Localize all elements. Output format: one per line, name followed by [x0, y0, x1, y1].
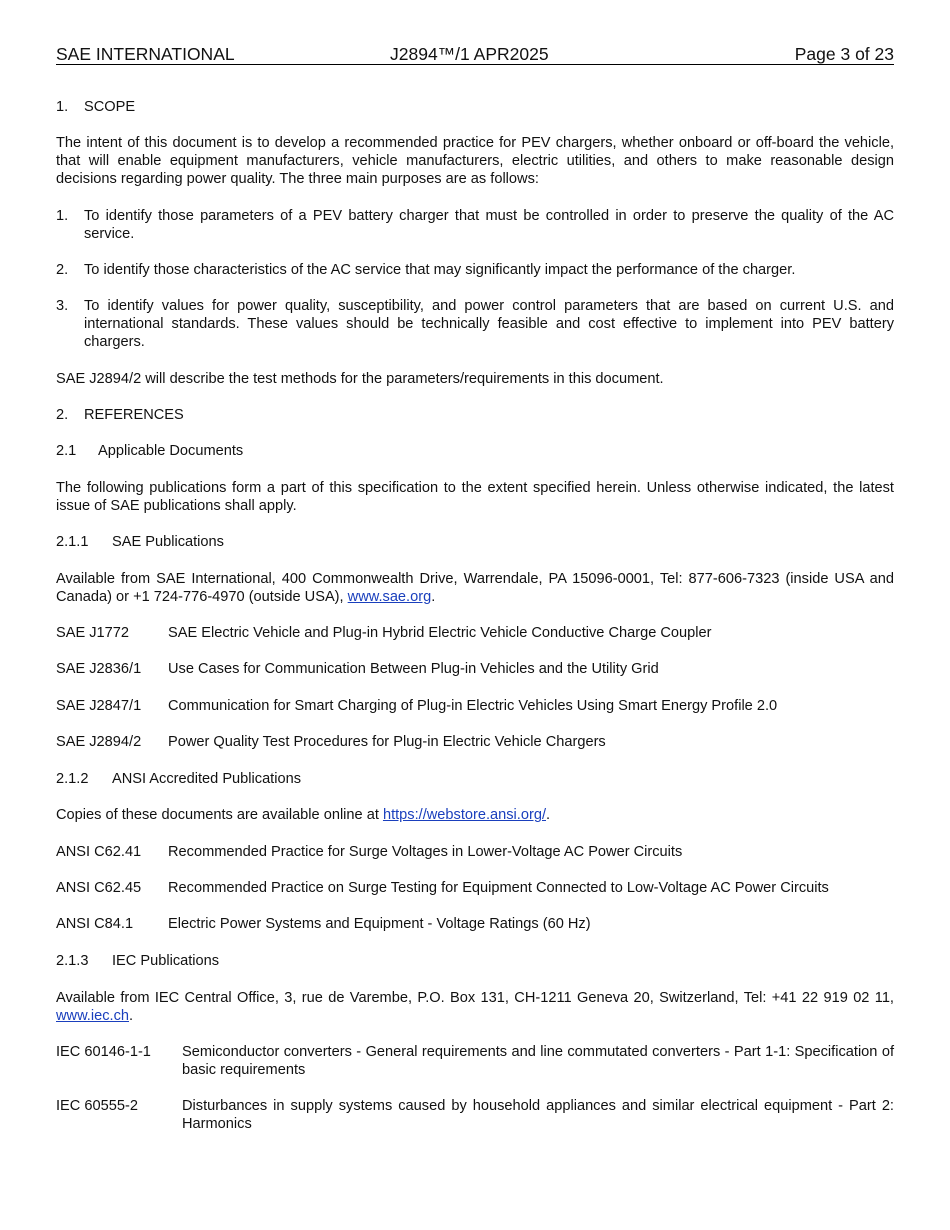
reference-title: Communication for Smart Charging of Plug-in Electric Vehicles Using Smart Energy Profile 2.0 — [168, 698, 778, 714]
reference-title: Power Quality Test Procedures for Plug-in Electric Vehicle Chargers — [168, 734, 606, 750]
subsection-number: 2.1.2 — [56, 771, 89, 787]
applicable-documents-paragraph: The following publications form a part of this specification to the extent specified herein. Unless otherwise indicated, the latest issue of SAE publications shall apply. — [56, 480, 894, 514]
reference-code: SAE J2836/1 — [56, 661, 142, 677]
punctuation: . — [431, 589, 436, 605]
list-text: To identify values for power quality, susceptibility, and power control parameters that are based on current U.S. and international standards. These values should be technically feasible and cost effective to implement into PEV battery chargers. — [84, 298, 894, 350]
header-page-number: Page 3 of 23 — [794, 44, 894, 64]
reference-code: SAE J2894/2 — [56, 734, 142, 750]
reference-code: SAE J1772 — [56, 625, 130, 641]
ansi-availability-paragraph — [56, 806, 894, 824]
reference-entry — [56, 1097, 894, 1133]
subsection-title: Applicable Documents — [98, 443, 244, 459]
list-text: To identify those parameters of a PEV battery charger that must be controlled in order to preserve the quality of the AC service. — [84, 208, 894, 242]
scope-closing-paragraph: SAE J2894/2 will describe the test methods for the parameters/requirements in this document. — [56, 371, 664, 387]
reference-code: ANSI C62.45 — [56, 880, 142, 896]
reference-code: IEC 60555-2 — [56, 1098, 138, 1114]
section-title: SCOPE — [84, 99, 136, 115]
reference-title: Disturbances in supply systems caused by household appliances and similar electrical equipment - Part 2: Harmonics — [182, 1098, 894, 1132]
subsection-number: 2.1.3 — [56, 953, 89, 969]
reference-title: Recommended Practice on Surge Testing for Equipment Connected to Low-Voltage AC Power Circuits — [168, 880, 829, 896]
section-title: REFERENCES — [84, 407, 184, 423]
sae-availability-paragraph — [56, 570, 894, 606]
punctuation: . — [546, 807, 551, 823]
header-organization: SAE INTERNATIONAL — [56, 44, 235, 64]
scope-list-item — [56, 297, 894, 351]
punctuation: . — [129, 1008, 134, 1024]
header-document-id: J2894™/1 APR2025 — [390, 44, 549, 64]
page-header — [56, 44, 894, 65]
reference-entry — [56, 660, 894, 678]
subsection-title: SAE Publications — [112, 534, 224, 550]
reference-title: Recommended Practice for Surge Voltages in Lower-Voltage AC Power Circuits — [168, 844, 683, 860]
reference-code: IEC 60146-1-1 — [56, 1044, 151, 1060]
section-number: 2. — [56, 407, 69, 423]
reference-title: Use Cases for Communication Between Plug-in Vehicles and the Utility Grid — [168, 661, 659, 677]
reference-entry — [56, 624, 894, 642]
scope-intro-paragraph: The intent of this document is to develop a recommended practice for PEV chargers, whether onboard or off-board the vehicle, that will enable equipment manufacturers, vehicle manufacturers, electric utilities, and others to make reasonable design decisions regarding power quality. The three main purposes are as follows: — [56, 135, 894, 187]
scope-list-item — [56, 207, 894, 243]
sae-website-link[interactable]: www.sae.org — [347, 589, 432, 605]
reference-title: Electric Power Systems and Equipment - Voltage Ratings (60 Hz) — [168, 916, 591, 932]
reference-entry — [56, 1043, 894, 1079]
reference-entry — [56, 915, 894, 933]
list-number: 2. — [56, 262, 69, 278]
reference-code: SAE J2847/1 — [56, 698, 142, 714]
list-text: To identify those characteristics of the AC service that may significantly impact the performance of the charger. — [84, 262, 796, 278]
reference-code: ANSI C62.41 — [56, 844, 142, 860]
scope-list-item — [56, 261, 894, 279]
reference-entry — [56, 697, 894, 715]
ansi-availability-text: Copies of these documents are available online at — [56, 807, 383, 823]
list-number: 1. — [56, 208, 69, 224]
subsection-title: ANSI Accredited Publications — [112, 771, 302, 787]
sae-availability-text: Available from SAE International, 400 Commonwealth Drive, Warrendale, PA 15096-0001, Tel: 877-606-7323 (inside USA and Canada) or +1 724-776-4970 (outside USA), — [56, 571, 894, 605]
list-number: 3. — [56, 298, 69, 314]
reference-entry — [56, 733, 894, 751]
section-number: 1. — [56, 99, 69, 115]
subsection-title: IEC Publications — [112, 953, 220, 969]
reference-title: Semiconductor converters - General requirements and line commutated converters - Part 1-1: Specification of basic requirements — [182, 1044, 894, 1078]
subsection-number: 2.1 — [56, 443, 77, 459]
ansi-webstore-link[interactable]: https://webstore.ansi.org/ — [382, 807, 546, 823]
subsection-number: 2.1.1 — [56, 534, 89, 550]
iec-website-link[interactable]: www.iec.ch — [56, 1008, 129, 1024]
reference-code: ANSI C84.1 — [56, 916, 134, 932]
reference-title: SAE Electric Vehicle and Plug-in Hybrid Electric Vehicle Conductive Charge Coupler — [168, 625, 712, 641]
reference-entry — [56, 843, 894, 861]
reference-entry — [56, 879, 894, 897]
iec-availability-text: Available from IEC Central Office, 3, rue de Varembe, P.O. Box 131, CH-1211 Geneva 20, Switzerland, Tel: +41 22 919 02 11, — [56, 990, 894, 1006]
iec-availability-paragraph — [56, 989, 894, 1025]
